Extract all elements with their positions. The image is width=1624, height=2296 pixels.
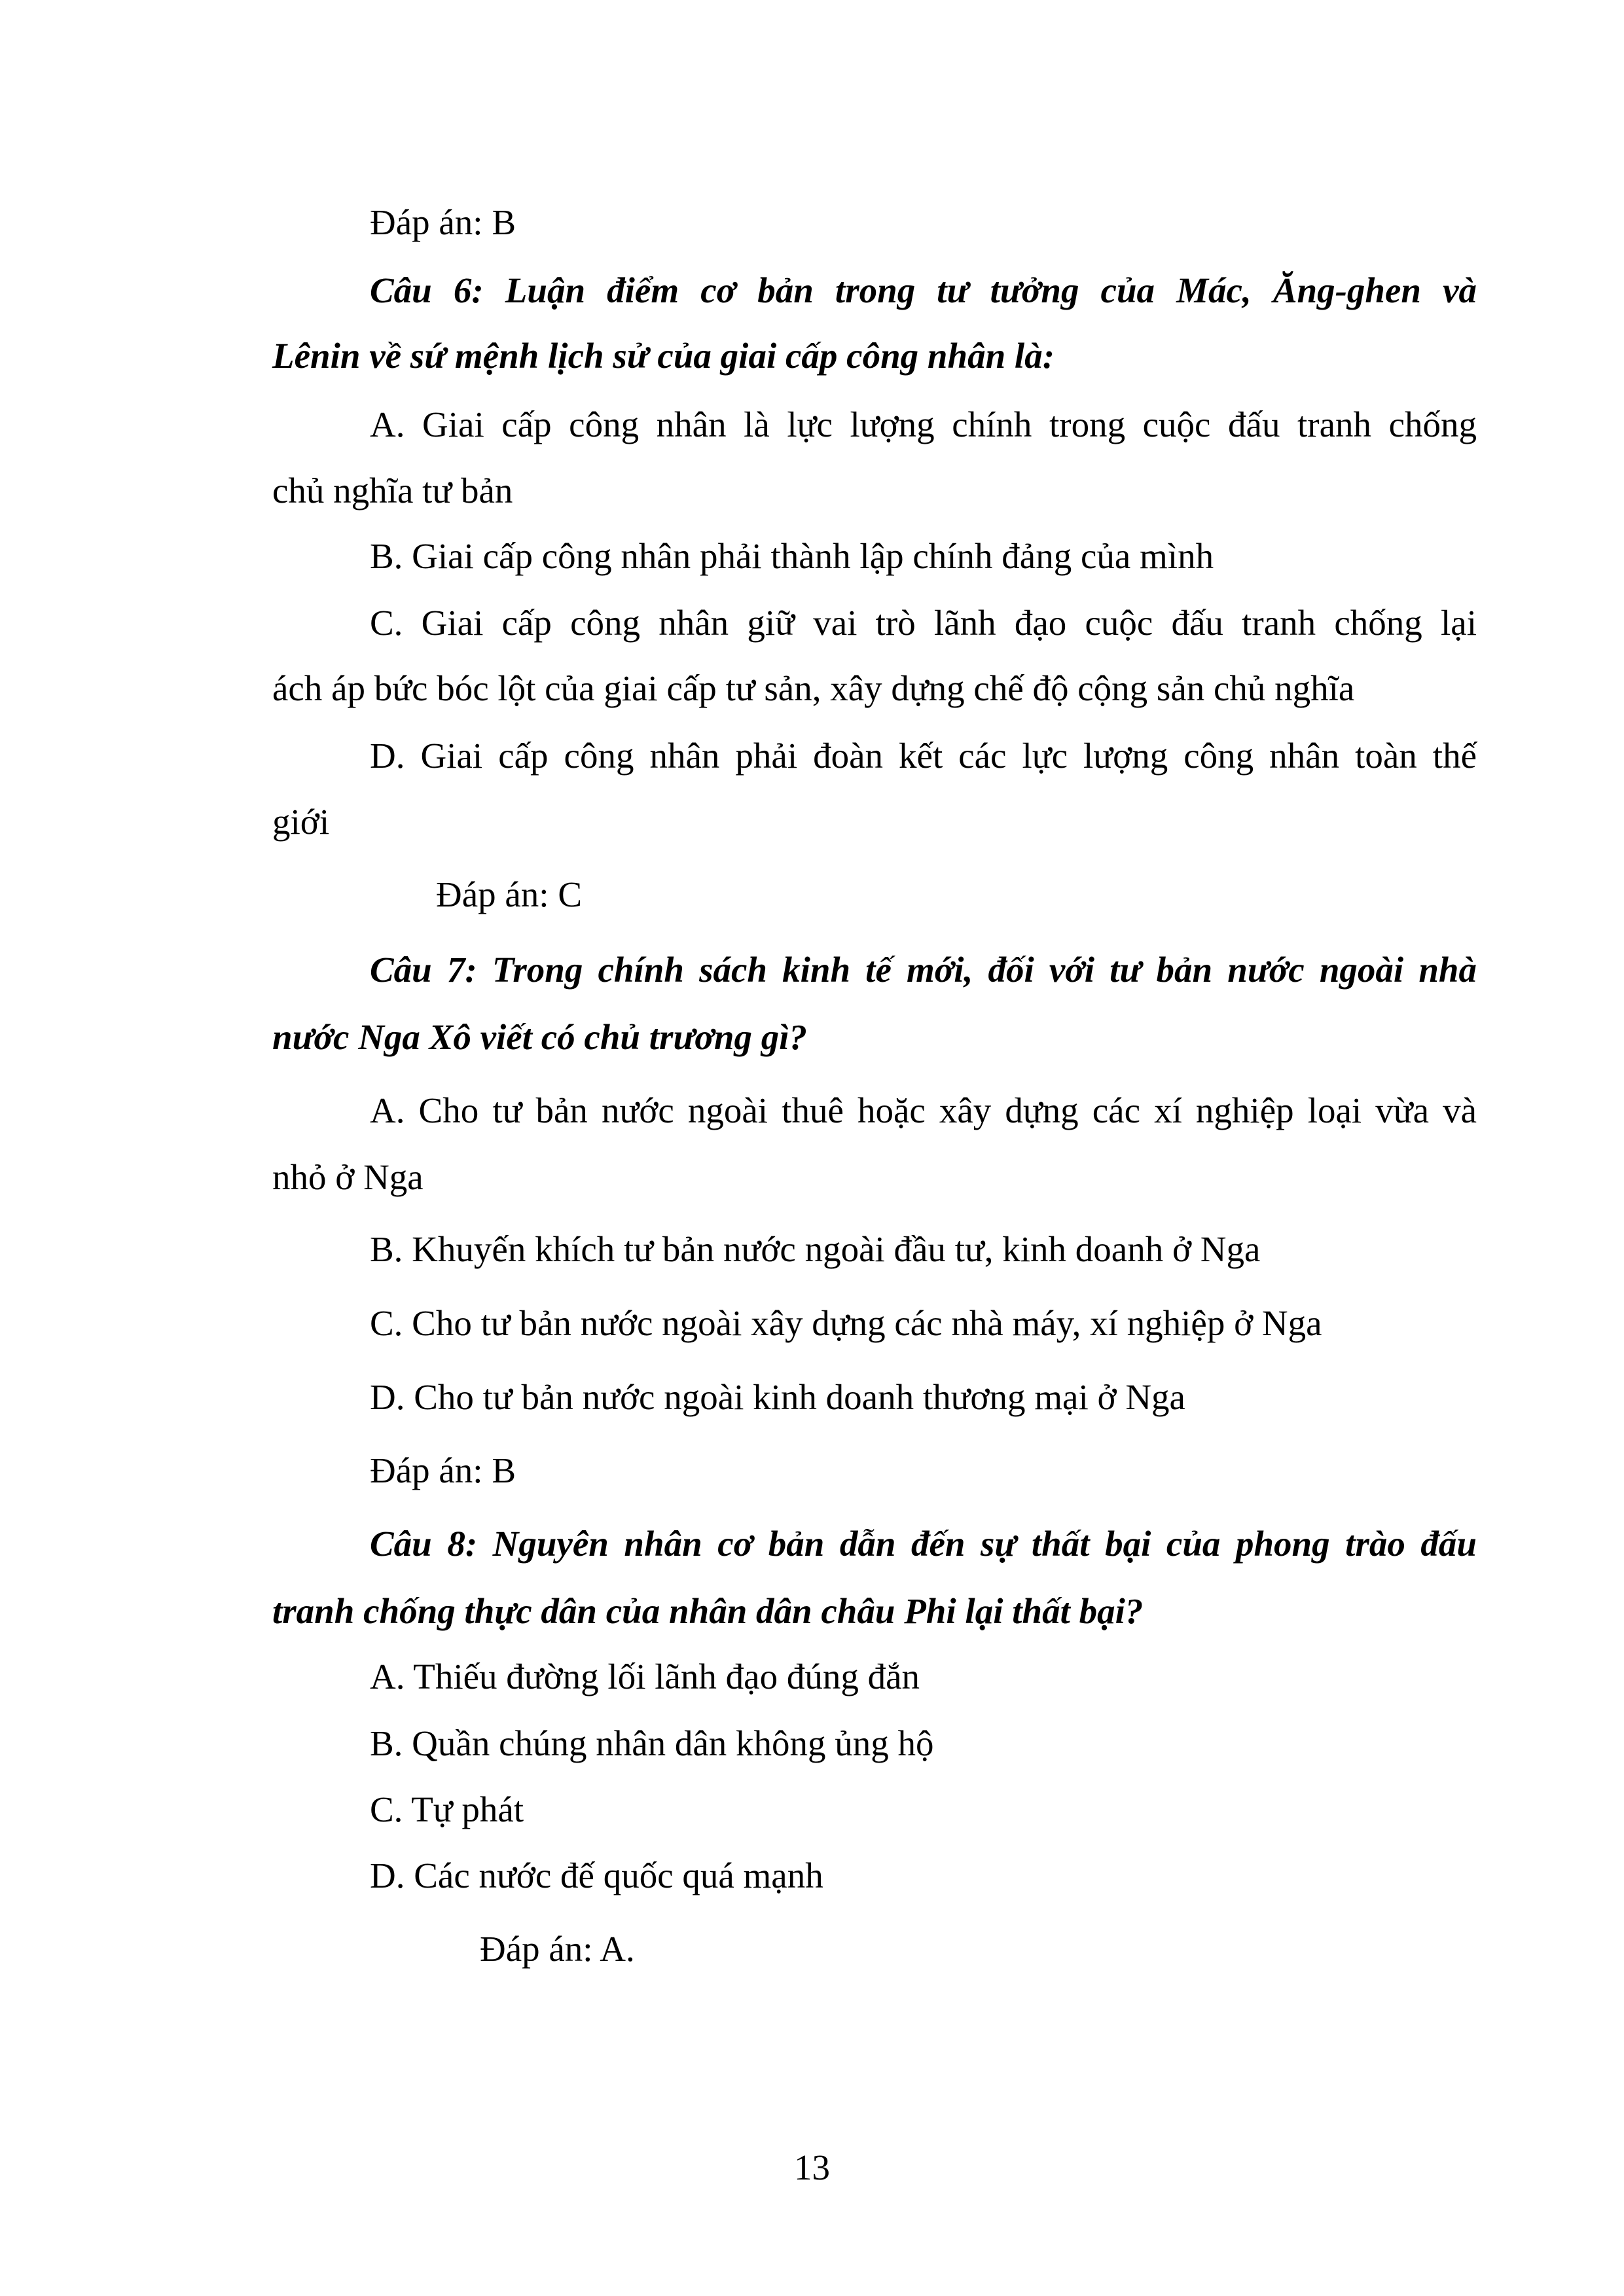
question-7-option-d: D. Cho tư bản nước ngoài kinh doanh thương mại ở Nga (370, 1377, 1185, 1417)
question-6-option-b: B. Giai cấp công nhân phải thành lập chính đảng của mình (370, 536, 1214, 576)
question-7-answer: Đáp án: B (370, 1450, 516, 1490)
question-6-title-line2: Lênin về sứ mệnh lịch sử của giai cấp công nhân là: (272, 336, 1055, 376)
question-6-option-d-line1: D. Giai cấp công nhân phải đoàn kết các lực lượng công nhân toàn thế (370, 736, 1477, 776)
question-6-option-a-line2: chủ nghĩa tư bản (272, 471, 513, 511)
question-8-title-line1: Câu 8: Nguyên nhân cơ bản dẫn đến sự thất bại của phong trào đấu (370, 1524, 1477, 1564)
question-7-title-line1: Câu 7: Trong chính sách kinh tế mới, đối với tư bản nước ngoài nhà (370, 950, 1477, 990)
question-8-option-c: C. Tự phát (370, 1789, 524, 1829)
question-6-answer: Đáp án: C (436, 874, 583, 914)
question-7-title-line2: nước Nga Xô viết có chủ trương gì? (272, 1017, 808, 1057)
question-8-option-b: B. Quần chúng nhân dân không ủng hộ (370, 1723, 934, 1763)
question-8-option-a: A. Thiếu đường lối lãnh đạo đúng đắn (370, 1657, 920, 1696)
question-8-answer: Đáp án: A. (480, 1929, 635, 1969)
question-6-option-a-line1: A. Giai cấp công nhân là lực lượng chính trong cuộc đấu tranh chống (370, 404, 1477, 444)
question-7-option-c: C. Cho tư bản nước ngoài xây dựng các nhà máy, xí nghiệp ở Nga (370, 1303, 1322, 1343)
question-8-title-line2: tranh chống thực dân của nhân dân châu Phi lại thất bại? (272, 1591, 1144, 1631)
question-7-option-b: B. Khuyến khích tư bản nước ngoài đầu tư, kinh doanh ở Nga (370, 1229, 1261, 1269)
question-6-title-line1: Câu 6: Luận điểm cơ bản trong tư tưởng của Mác, Ăng-ghen và (370, 270, 1477, 310)
page-number: 13 (794, 2147, 830, 2187)
question-6-option-c-line2: ách áp bức bóc lột của giai cấp tư sản, xây dựng chế độ cộng sản chủ nghĩa (272, 668, 1355, 708)
question-8-option-d: D. Các nước đế quốc quá mạnh (370, 1856, 823, 1895)
question-7-option-a-line1: A. Cho tư bản nước ngoài thuê hoặc xây dựng các xí nghiệp loại vừa và (370, 1090, 1477, 1130)
question-6-option-c-line1: C. Giai cấp công nhân giữ vai trò lãnh đạo cuộc đấu tranh chống lại (370, 603, 1477, 643)
question-7-option-a-line2: nhỏ ở Nga (272, 1157, 424, 1197)
answer-prev: Đáp án: B (370, 202, 516, 242)
question-6-option-d-line2: giới (272, 802, 330, 842)
